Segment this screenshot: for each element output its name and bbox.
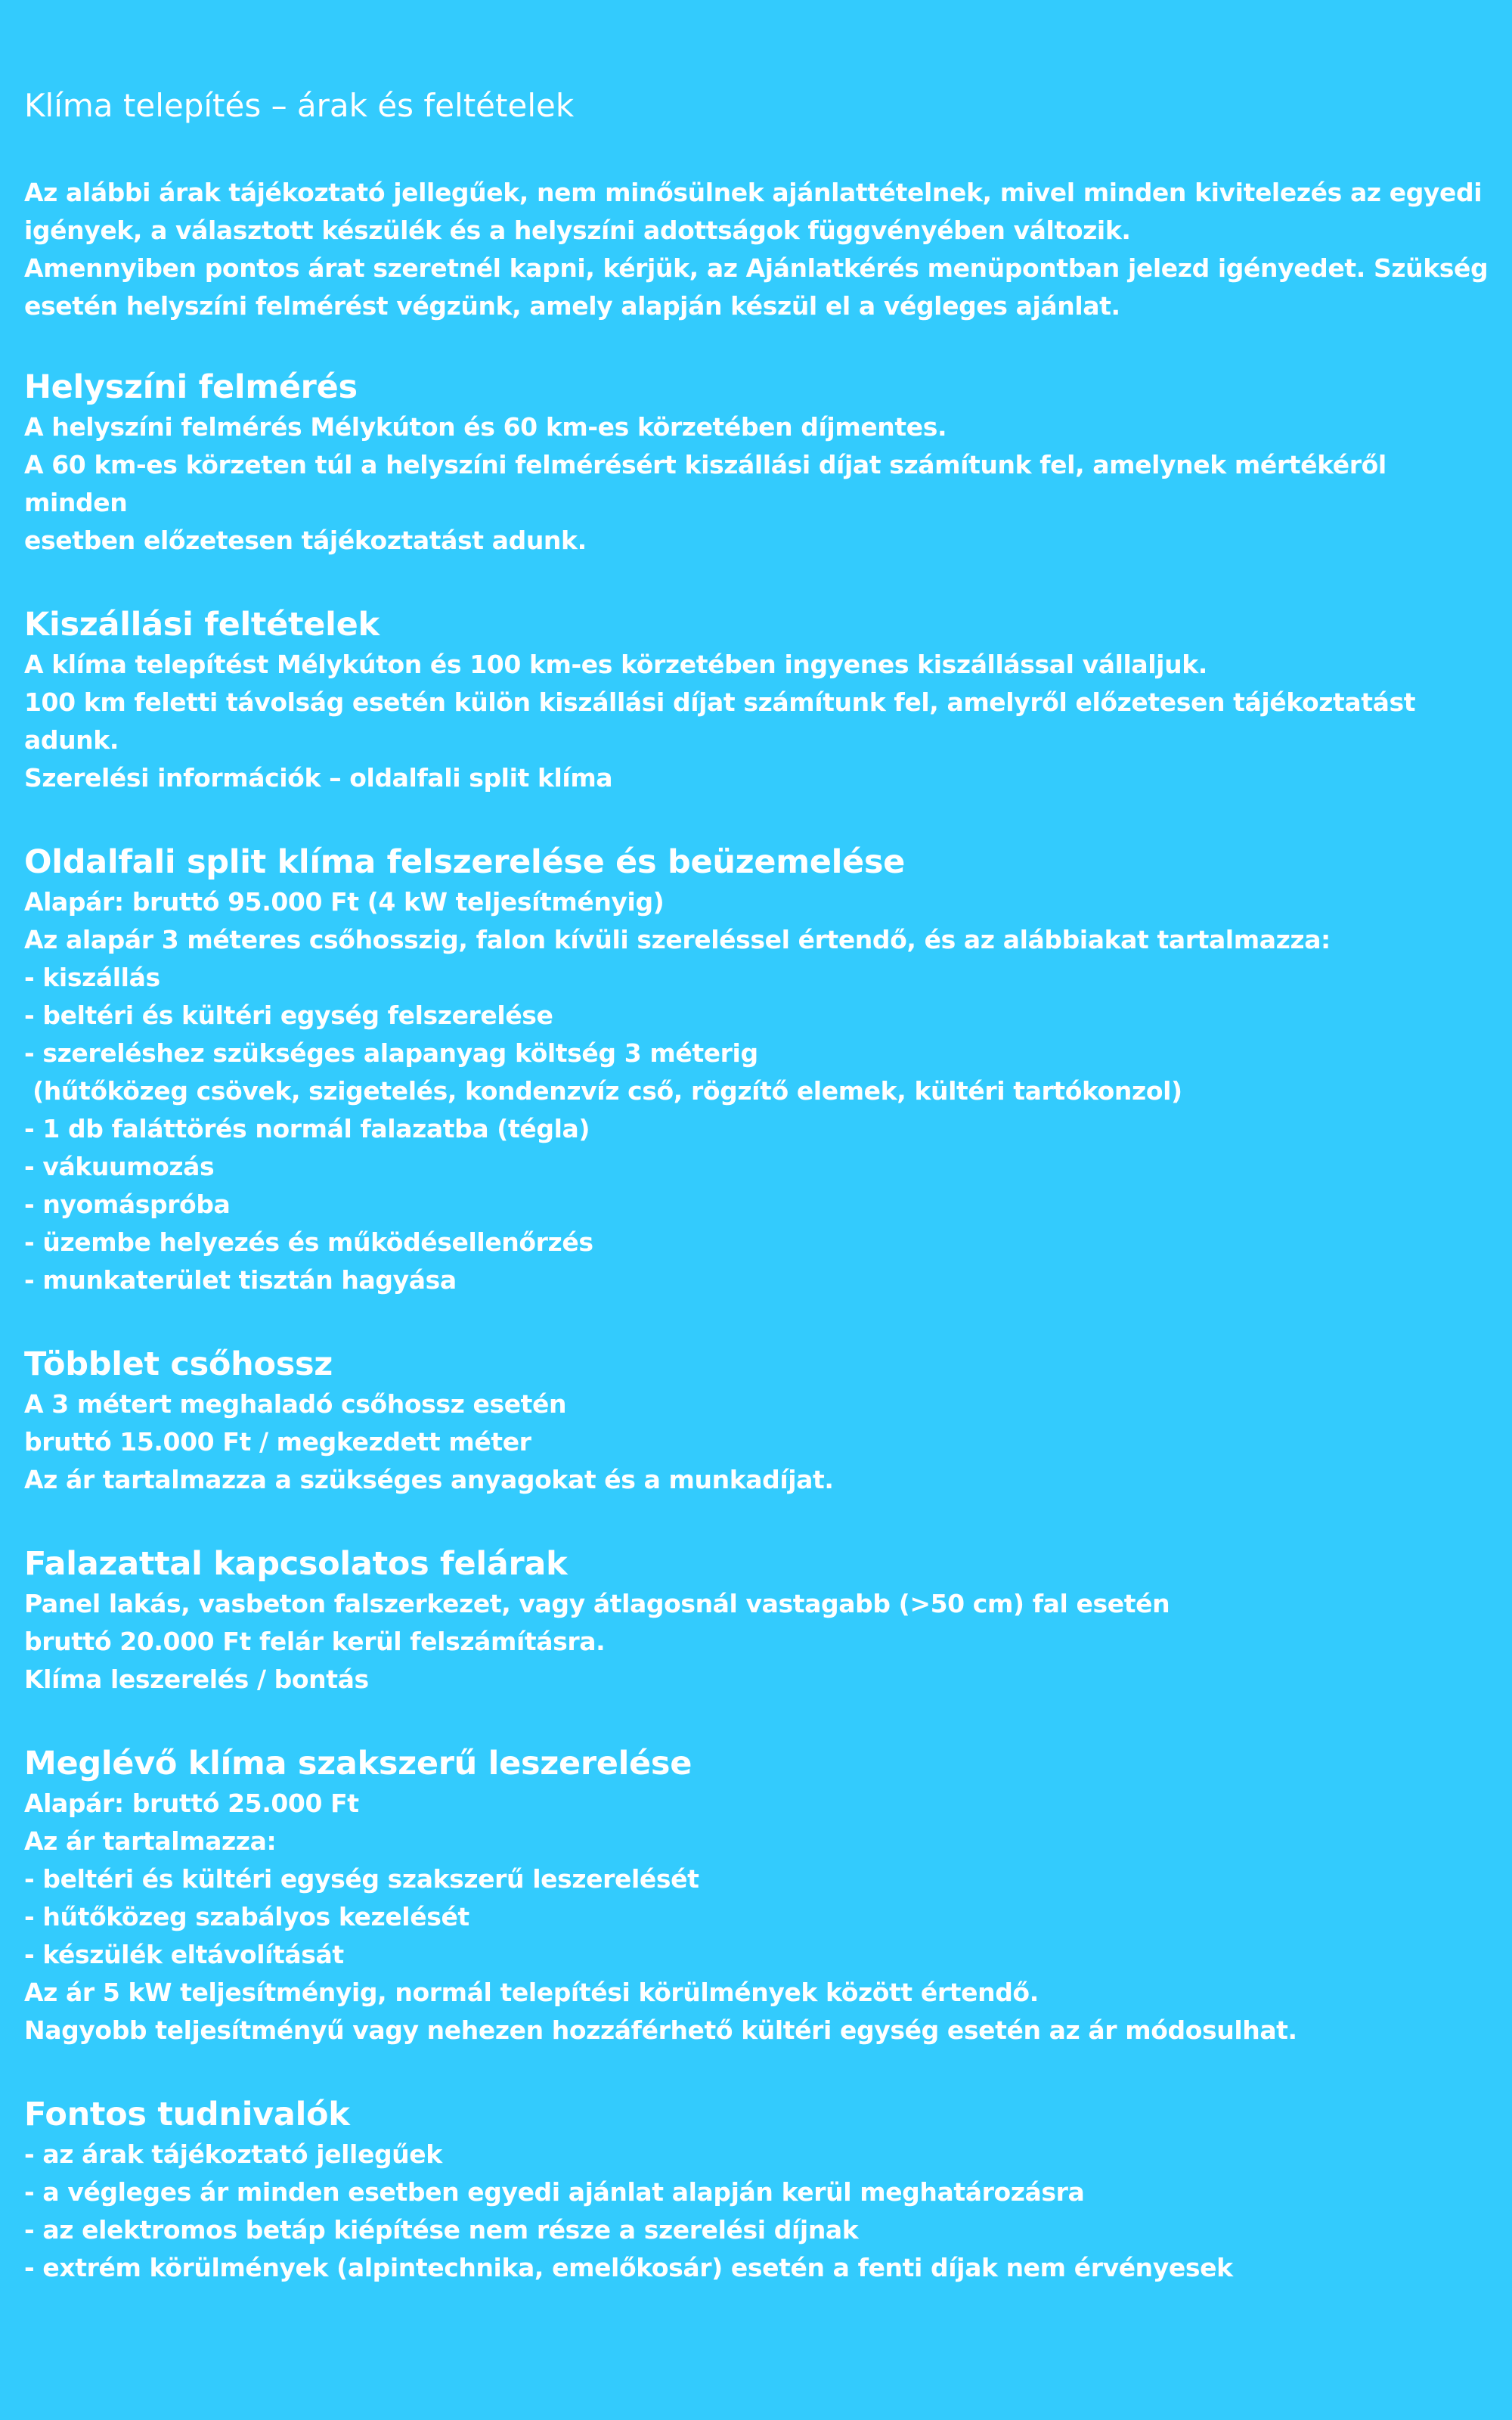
section-extra-pipe bbox=[24, 1343, 1491, 1499]
section-wall-surcharges bbox=[24, 1543, 1491, 1699]
section-line: bruttó 20.000 Ft felár kerül felszámításra. bbox=[24, 1627, 606, 1656]
intro-line: esetén helyszíni felmérést végzünk, amely alapján készül el a végleges ajánlat. bbox=[24, 291, 1120, 321]
section-heading: Meglévő klíma szakszerű leszerelése bbox=[24, 1745, 692, 1782]
list-item: - kiszállás bbox=[24, 963, 160, 992]
intro-paragraph bbox=[24, 174, 1491, 325]
section-line: Az ár tartalmazza: bbox=[24, 1826, 277, 1856]
section-heading: Fontos tudnivalók bbox=[24, 2096, 350, 2133]
intro-line: Az alábbi árak tájékoztató jellegűek, nem minősülnek ajánlattételnek, mivel minden kivitelezés az egyedi bbox=[24, 178, 1483, 207]
section-line: A 3 métert meghaladó csőhossz esetén bbox=[24, 1389, 567, 1419]
section-delivery-terms bbox=[24, 603, 1491, 797]
section-line: Az ár 5 kW teljesítményig, normál telepítési körülmények között értendő. bbox=[24, 1978, 1039, 2007]
section-line: Nagyobb teljesítményű vagy nehezen hozzáférhető kültéri egység esetén az ár módosulhat. bbox=[24, 2015, 1297, 2045]
section-split-installation bbox=[24, 841, 1491, 1299]
section-line: Alapár: bruttó 25.000 Ft bbox=[24, 1789, 359, 1818]
section-heading: Oldalfali split klíma felszerelése és beüzemelése bbox=[24, 843, 906, 881]
section-line: A helyszíni felmérés Mélykúton és 60 km-es körzetében díjmentes. bbox=[24, 412, 947, 442]
list-item: - hűtőközeg szabályos kezelését bbox=[24, 1902, 469, 1931]
list-item: - munkaterület tisztán hagyása bbox=[24, 1265, 457, 1295]
section-heading: Helyszíni felmérés bbox=[24, 368, 358, 406]
section-line: Alapár: bruttó 95.000 Ft (4 kW teljesítményig) bbox=[24, 887, 665, 917]
section-line: Klíma leszerelés / bontás bbox=[24, 1665, 369, 1694]
section-line: A 60 km-es körzeten túl a helyszíni felmérésért kiszállási díjat számítunk fel, amelynek mértékéről minden bbox=[24, 450, 1395, 517]
section-line: Az ár tartalmazza a szükséges anyagokat és a munkadíjat. bbox=[24, 1465, 834, 1494]
section-site-survey bbox=[24, 366, 1491, 560]
section-line: bruttó 15.000 Ft / megkezdett méter bbox=[24, 1427, 531, 1457]
pricing-document bbox=[24, 85, 1491, 2331]
list-item: - üzembe helyezés és működésellenőrzés bbox=[24, 1227, 593, 1257]
list-item: - beltéri és kültéri egység szakszerű leszerelését bbox=[24, 1864, 699, 1894]
section-line: Panel lakás, vasbeton falszerkezet, vagy átlagosnál vastagabb (>50 cm) fal esetén bbox=[24, 1589, 1170, 1618]
list-item: - nyomáspróba bbox=[24, 1190, 231, 1219]
section-removal bbox=[24, 1742, 1491, 2049]
section-line: A klíma telepítést Mélykúton és 100 km-es körzetében ingyenes kiszállással vállaljuk. bbox=[24, 650, 1207, 679]
list-item: - a végleges ár minden esetben egyedi ajánlat alapján kerül meghatározásra bbox=[24, 2177, 1085, 2207]
section-heading: Falazattal kapcsolatos felárak bbox=[24, 1545, 568, 1583]
section-line: Az alapár 3 méteres csőhosszig, falon kívüli szereléssel értendő, és az alábbiakat tartalmazza: bbox=[24, 925, 1331, 954]
list-item: - az elektromos betáp kiépítése nem része a szerelési díjnak bbox=[24, 2215, 859, 2245]
section-important-notes bbox=[24, 2093, 1491, 2287]
section-heading: Kiszállási feltételek bbox=[24, 606, 380, 644]
section-line: 100 km feletti távolság esetén külön kiszállási díjat számítunk fel, amelyről előzetesen tájékoztatást adunk. bbox=[24, 687, 1424, 755]
intro-line: Amennyiben pontos árat szeretnél kapni, kérjük, az Ajánlatkérés menüpontban jelezd igényedet. Szükség bbox=[24, 253, 1489, 283]
list-item: - készülék eltávolítását bbox=[24, 1940, 344, 1969]
list-item: (hűtőközeg csövek, szigetelés, kondenzvíz cső, rögzítő elemek, kültéri tartókonzol) bbox=[24, 1076, 1182, 1106]
list-item: - az árak tájékoztató jellegűek bbox=[24, 2139, 442, 2169]
page-title: Klíma telepítés – árak és feltételek bbox=[24, 87, 575, 124]
list-item: - vákuumozás bbox=[24, 1152, 215, 1181]
section-line: Szerelési információk – oldalfali split klíma bbox=[24, 763, 613, 793]
list-item: - extrém körülmények (alpintechnika, emelőkosár) esetén a fenti díjak nem érvényesek bbox=[24, 2253, 1233, 2282]
list-item: - 1 db faláttörés normál falazatba (tégla) bbox=[24, 1114, 590, 1143]
section-line: esetben előzetesen tájékoztatást adunk. bbox=[24, 526, 587, 555]
list-item: - beltéri és kültéri egység felszerelése bbox=[24, 1001, 553, 1030]
intro-line: igények, a választott készülék és a helyszíni adottságok függvényében változik. bbox=[24, 216, 1131, 245]
section-heading: Többlet csőhossz bbox=[24, 1345, 333, 1383]
list-item: - szereléshez szükséges alapanyag költség 3 méterig bbox=[24, 1038, 758, 1068]
